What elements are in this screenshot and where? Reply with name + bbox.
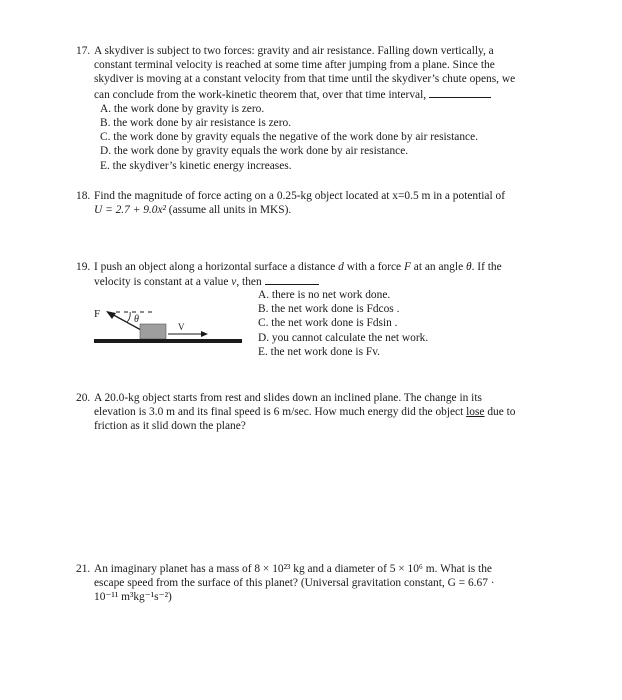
fig-velocity-arrowhead <box>201 331 208 337</box>
question-19 <box>76 260 556 289</box>
fig-velocity-label: V <box>178 322 185 332</box>
q20-line-3: friction as it slid down the plane? <box>94 420 246 433</box>
q18-number: 18. <box>76 190 91 202</box>
q17-line-3: skydiver is moving at a constant velocity from that time until the skydiver’s chute opens, we <box>94 73 516 86</box>
q17-option-b: B. the work done by air resistance is zero. <box>100 117 292 130</box>
answer-blank <box>265 274 319 285</box>
q21-line-2: escape speed from the surface of this planet? (Universal gravitation constant, G = 6.67 · <box>94 577 495 590</box>
fig-force-arrowhead <box>106 311 116 319</box>
fig-surface <box>94 339 242 343</box>
question-21 <box>76 562 556 605</box>
q19-option-e: E. the net work done is Fv. <box>258 345 381 358</box>
q19-option-d: D. you cannot calculate the net work. <box>258 331 429 344</box>
q19-line-1: 19. I push an object along a horizontal surface a distance d with a force F at an angle θ. If the <box>76 261 502 273</box>
fig-force-label: F <box>94 308 101 320</box>
q21-line-3: 10⁻¹¹ m³kg⁻¹s⁻²) <box>94 591 172 604</box>
q17-number: 17. <box>76 45 91 57</box>
q17-option-d: D. the work done by gravity equals the work done by air resistance. <box>100 145 409 158</box>
question-18 <box>76 189 556 217</box>
q19-option-a: A. there is no net work done. <box>258 289 391 301</box>
fig-theta-label: θ <box>134 314 139 325</box>
fig-angle-arc <box>127 312 130 322</box>
q19-option-c: C. the net work done is Fdsin . <box>258 317 398 330</box>
q20-number: 20. <box>76 392 91 404</box>
q18-equation: U = 2.7 + 9.0x² <box>94 204 166 217</box>
q19-options <box>258 288 538 359</box>
q20-lose: lose <box>466 406 485 419</box>
answer-blank <box>429 87 491 98</box>
q17-line-1: 17. A skydiver is subject to two forces: gravity and air resistance. Falling down vertically, a <box>76 45 494 57</box>
q17-options <box>76 102 556 173</box>
q18-line-2: U = 2.7 + 9.0x² (assume all units in MKS). <box>94 204 292 217</box>
q17-line-4: can conclude from the work-kinetic theorem that, over that time interval, <box>76 87 556 102</box>
q19-line-2: velocity is constant at a value v, then <box>76 274 556 289</box>
q20-line-1: 20. A 20.0-kg object starts from rest and slides down an inclined plane. The change in its <box>76 392 482 404</box>
q17-option-a: A. the work done by gravity is zero. <box>100 102 265 115</box>
question-20 <box>76 391 556 434</box>
q21-number: 21. <box>76 563 91 575</box>
q17-option-c: C. the work done by gravity equals the negative of the work done by air resistance. <box>100 131 478 144</box>
q19-number: 19. <box>76 261 91 273</box>
question-17 <box>76 44 556 173</box>
q20-line-2: elevation is 3.0 m and its final speed is 6 m/sec. How much energy did the object lose due to <box>94 406 516 419</box>
q21-line-1: 21. An imaginary planet has a mass of 8 × 10²³ kg and a diameter of 5 × 10⁶ m. What is the <box>76 563 492 575</box>
q17-line-2: constant terminal velocity is reached at some time after jumping from a plane. Since the <box>94 59 495 72</box>
fig-block <box>140 324 166 339</box>
q19-figure <box>94 300 244 350</box>
q18-line-1: 18. Find the magnitude of force acting on a 0.25-kg object located at x=0.5 m in a potential of <box>76 190 505 202</box>
q19-option-b: B. the net work done is Fdcos . <box>258 303 400 316</box>
q17-option-e: E. the skydiver’s kinetic energy increases. <box>100 159 292 172</box>
